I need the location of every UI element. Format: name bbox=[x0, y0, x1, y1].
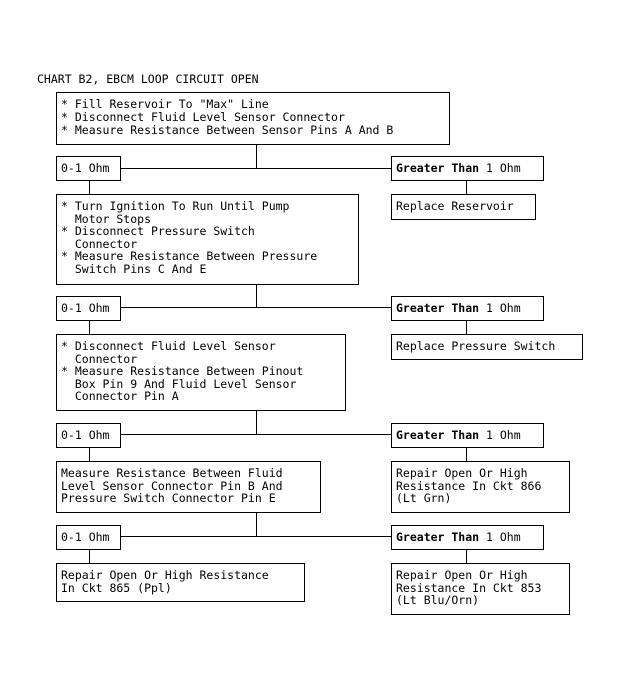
result-1-text: Replace Reservoir bbox=[396, 199, 514, 213]
result-4-line: Repair Open Or High Resistance bbox=[61, 568, 269, 582]
step-3-line: Connector Pin A bbox=[61, 389, 179, 403]
step-3-line: Box Pin 9 And Fluid Level Sensor bbox=[61, 376, 297, 391]
branch-high-label: Greater Than 1 Ohm bbox=[396, 301, 521, 315]
step-3-line: Connector bbox=[61, 351, 138, 366]
result-4-line: In Ckt 865 (Ppl) bbox=[61, 580, 172, 595]
step-1-line: * Fill Reservoir To "Max" Line bbox=[61, 97, 269, 111]
result-5-line: (Lt Blu/Orn) bbox=[396, 593, 480, 607]
connector-line bbox=[466, 320, 467, 334]
result-5-line: Resistance In Ckt 853 bbox=[396, 580, 542, 595]
connector-line bbox=[89, 549, 90, 563]
result-3-line: Resistance In Ckt 866 bbox=[396, 478, 542, 493]
branch-low-label: 0-1 Ohm bbox=[61, 530, 110, 544]
connector-line bbox=[89, 447, 90, 461]
step-2-line: Switch Pins C And E bbox=[61, 261, 207, 276]
step-2-line: * Turn Ignition To Run Until Pump bbox=[61, 199, 290, 213]
connector-line bbox=[466, 549, 467, 563]
step-3-line: * Measure Resistance Between Pinout bbox=[61, 364, 304, 378]
branch-low-label: 0-1 Ohm bbox=[61, 428, 110, 442]
connector-line bbox=[120, 536, 392, 537]
connector-line bbox=[120, 307, 392, 308]
branch-high-label: Greater Than 1 Ohm bbox=[396, 428, 521, 442]
step-4-line: Pressure Switch Connector Pin E bbox=[61, 491, 276, 505]
chart-title: CHART B2, EBCM LOOP CIRCUIT OPEN bbox=[37, 72, 259, 86]
branch-low-label: 0-1 Ohm bbox=[61, 161, 110, 175]
connector-line bbox=[89, 180, 90, 194]
connector-line bbox=[256, 512, 257, 536]
step-2-line: Connector bbox=[61, 236, 138, 251]
connector-line bbox=[256, 284, 257, 307]
connector-line bbox=[89, 320, 90, 334]
connector-line bbox=[466, 447, 467, 461]
step-4-line: Measure Resistance Between Fluid bbox=[61, 466, 283, 480]
step-2-line: * Measure Resistance Between Pressure bbox=[61, 249, 318, 263]
step-1-line: * Disconnect Fluid Level Sensor Connector bbox=[61, 110, 345, 124]
step-3-line: * Disconnect Fluid Level Sensor bbox=[61, 339, 276, 353]
result-3-line: (Lt Grn) bbox=[396, 491, 452, 505]
step-2-line: Motor Stops bbox=[61, 211, 152, 226]
connector-line bbox=[120, 434, 392, 435]
branch-high-label: Greater Than 1 Ohm bbox=[396, 530, 521, 544]
connector-line bbox=[120, 168, 392, 169]
result-5-line: Repair Open Or High bbox=[396, 568, 528, 582]
branch-low-label: 0-1 Ohm bbox=[61, 301, 110, 315]
step-4-line: Level Sensor Connector Pin B And bbox=[61, 478, 283, 493]
connector-line bbox=[256, 410, 257, 434]
result-3-line: Repair Open Or High bbox=[396, 466, 528, 480]
step-1-line: * Measure Resistance Between Sensor Pins A And B bbox=[61, 123, 394, 137]
step-2-line: * Disconnect Pressure Switch bbox=[61, 224, 255, 238]
connector-line bbox=[256, 144, 257, 168]
connector-line bbox=[466, 180, 467, 195]
result-2-text: Replace Pressure Switch bbox=[396, 339, 556, 353]
branch-high-label: Greater Than 1 Ohm bbox=[396, 161, 521, 175]
